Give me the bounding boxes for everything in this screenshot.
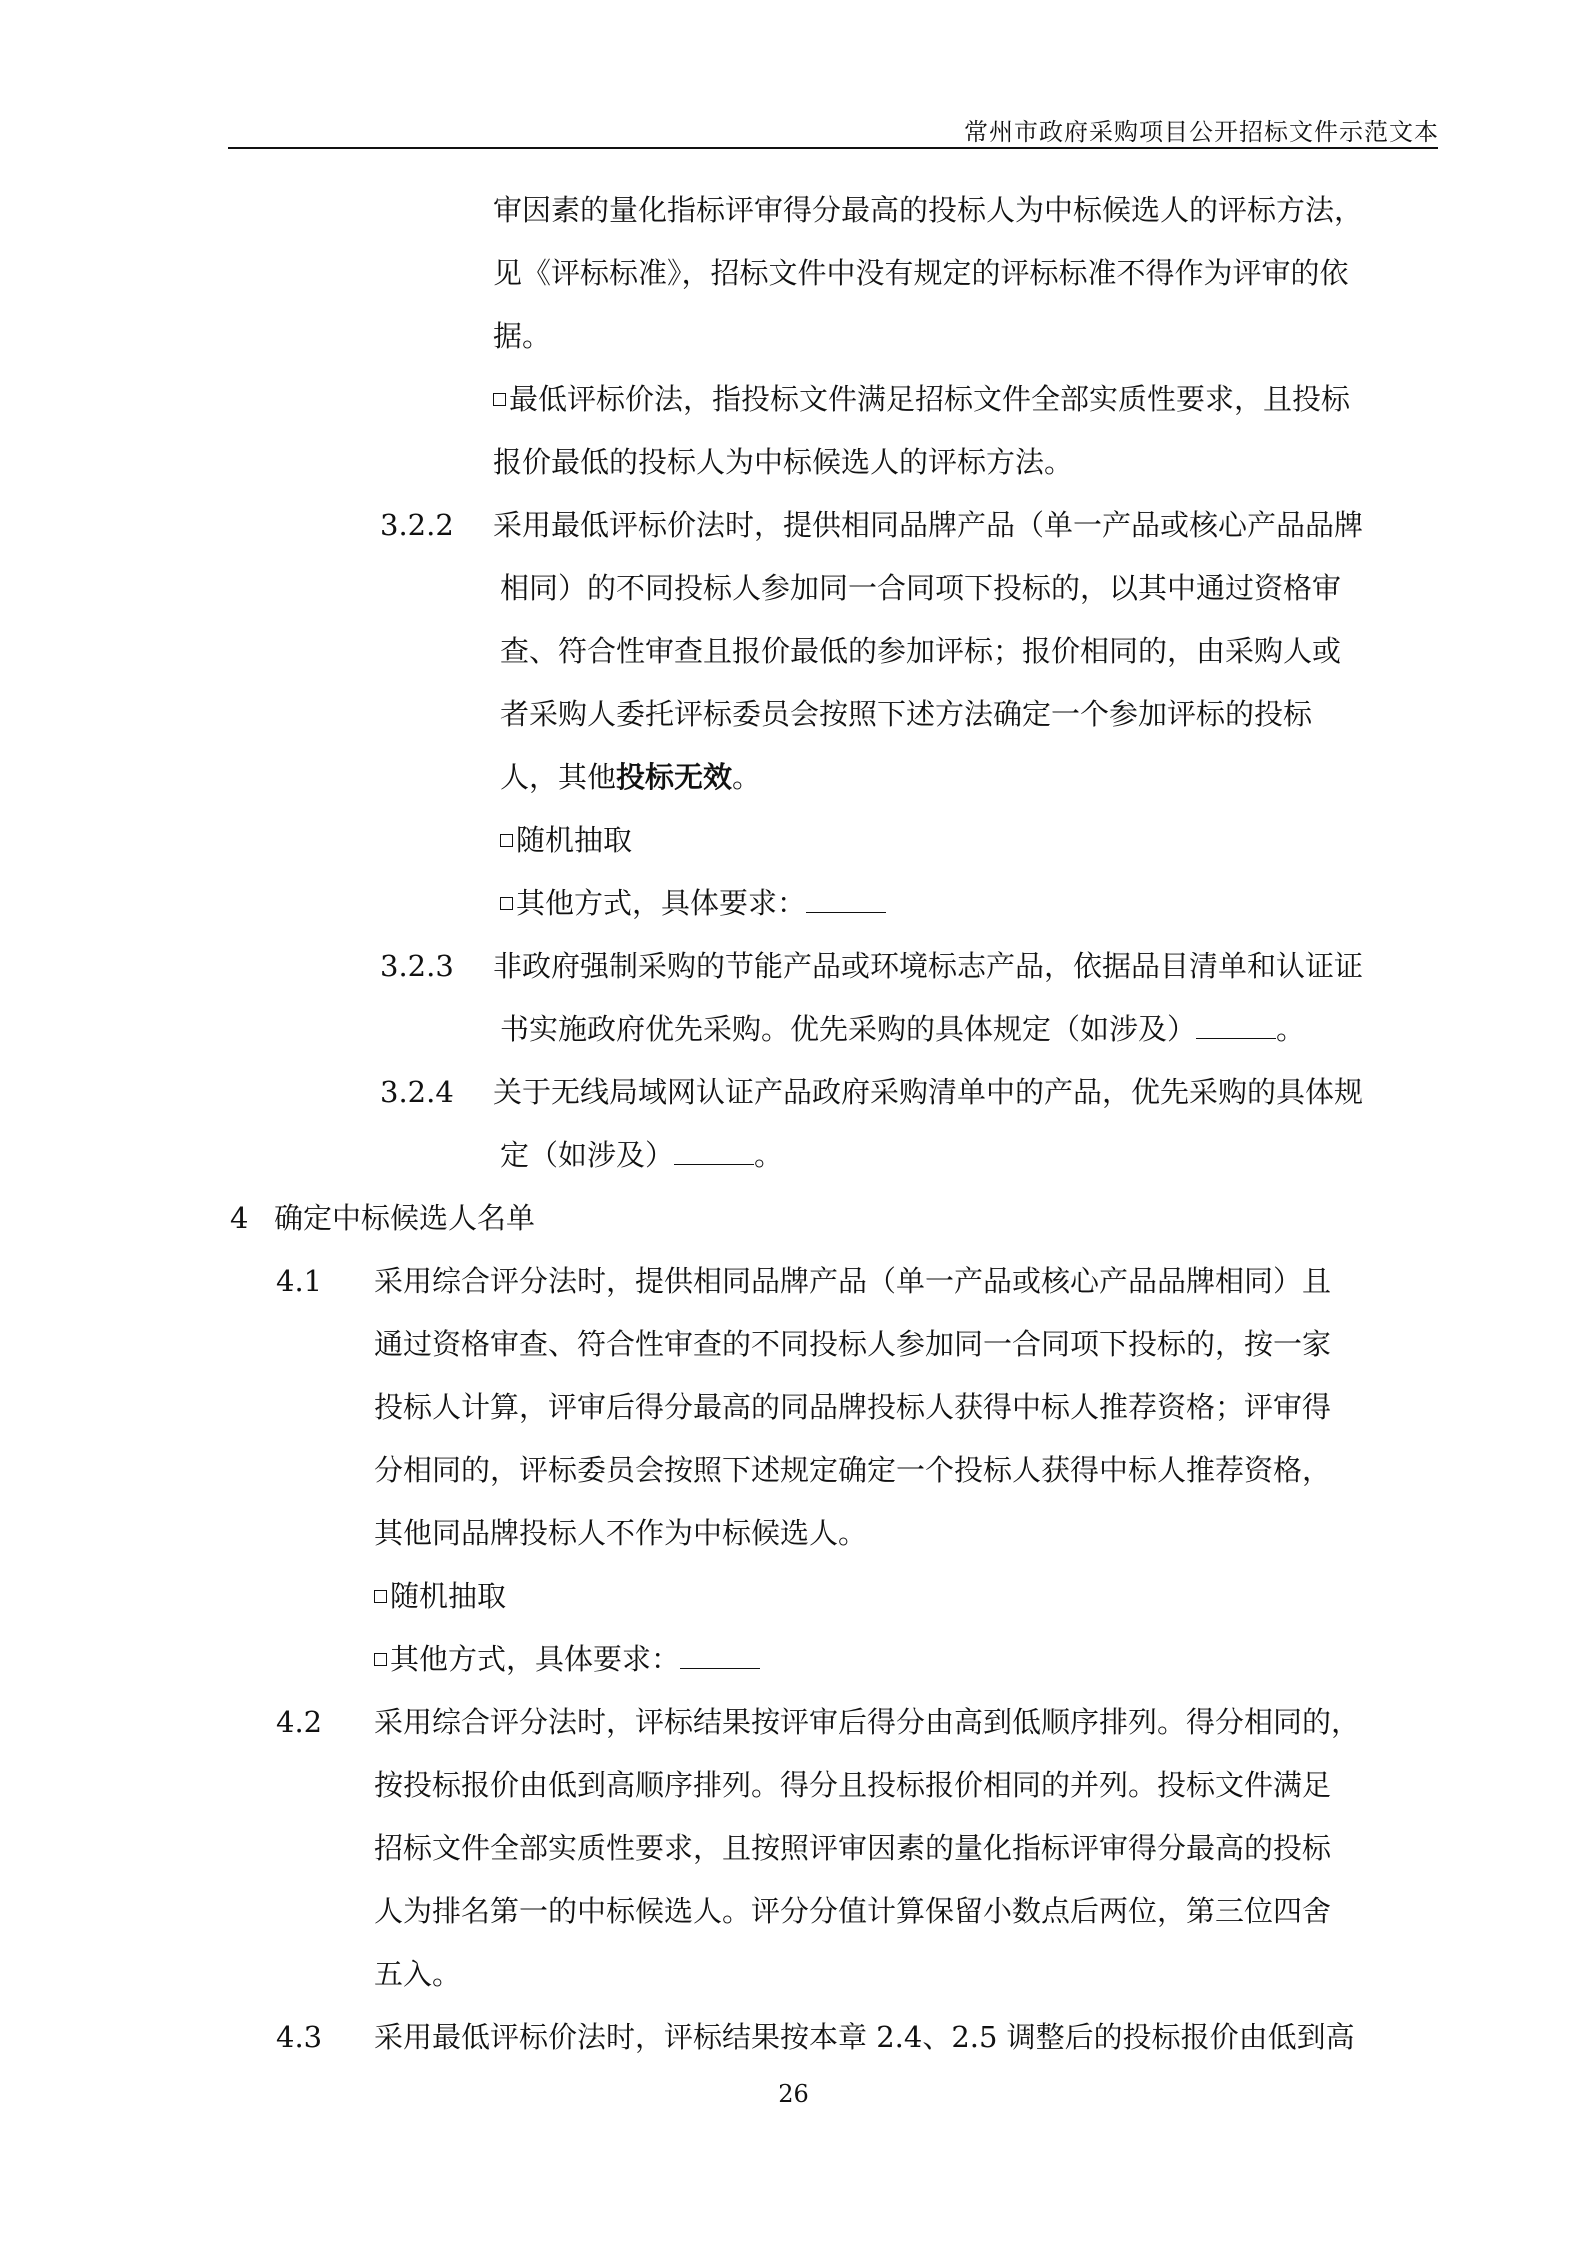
section-title: 确定中标候选人名单 <box>274 1201 536 1235</box>
text-line: 关于无线局域网认证产品政府采购清单中的产品，优先采购的具体规 <box>493 1075 1364 1109</box>
text-line: 采用最低评标价法时，评标结果按本章 2.4、2.5 调整后的投标报价由低到高 <box>374 2020 1355 2054</box>
clause-number: 4.2 <box>276 1705 323 1739</box>
option-random-draw: 随机抽取 <box>374 1576 506 1616</box>
text-line: 非政府强制采购的节能产品或环境标志产品，依据品目清单和认证证 <box>493 949 1364 983</box>
header-title: 常州市政府采购项目公开招标文件示范文本 <box>964 118 1439 146</box>
clause-number: 4.1 <box>276 1264 323 1298</box>
header-divider <box>228 147 1438 149</box>
text-line: 招标文件全部实质性要求，且按照评审因素的量化指标评审得分最高的投标 <box>374 1831 1332 1865</box>
text-line: 五入。 <box>374 1957 462 1991</box>
text-line: 通过资格审查、符合性审查的不同投标人参加同一合同项下投标的，按一家 <box>374 1327 1332 1361</box>
text-line: 报价最低的投标人为中标候选人的评标方法。 <box>493 445 1074 479</box>
text-line: 者采购人委托评标委员会按照下述方法确定一个参加评标的投标 <box>500 697 1313 731</box>
text-line: 分相同的，评标委员会按照下述规定确定一个投标人获得中标人推荐资格， <box>374 1453 1332 1487</box>
text-line: 采用综合评分法时，评标结果按评审后得分由高到低顺序排列。得分相同的， <box>374 1705 1361 1739</box>
clause-number: 3.2.2 <box>380 508 454 542</box>
checkbox-icon[interactable] <box>374 1653 387 1666</box>
section-number: 4 <box>230 1201 249 1235</box>
checkbox-icon[interactable] <box>500 897 513 910</box>
fill-in-blank[interactable] <box>806 886 886 913</box>
clause-number: 3.2.4 <box>380 1075 454 1109</box>
text-line: 定（如涉及） 。 <box>500 1138 784 1172</box>
option-random-draw: 随机抽取 <box>500 820 632 860</box>
text-line: 书实施政府优先采购。优先采购的具体规定（如涉及） 。 <box>500 1012 1306 1046</box>
text-line: 采用最低评标价法时，提供相同品牌产品（单一产品或核心产品品牌 <box>493 508 1364 542</box>
checkbox-icon[interactable] <box>374 1590 387 1603</box>
text-line: 据。 <box>493 319 552 353</box>
text-line: 其他同品牌投标人不作为中标候选人。 <box>374 1516 868 1550</box>
text-line: 见《评标标准》，招标文件中没有规定的评标标准不得作为评审的依 <box>493 256 1349 290</box>
page-number: 26 <box>778 2080 809 2108</box>
text-line: 人为排名第一的中标候选人。评分分值计算保留小数点后两位，第三位四舍 <box>374 1894 1332 1928</box>
checkbox-icon[interactable] <box>493 393 506 406</box>
text-line: 审因素的量化指标评审得分最高的投标人为中标候选人的评标方法， <box>493 193 1364 227</box>
clause-number: 4.3 <box>276 2020 323 2054</box>
fill-in-blank[interactable] <box>1196 1012 1276 1039</box>
text-line: 相同）的不同投标人参加同一合同项下投标的，以其中通过资格审 <box>500 571 1342 605</box>
text-line: 采用综合评分法时，提供相同品牌产品（单一产品或核心产品品牌相同）且 <box>374 1264 1332 1298</box>
text-line: 人，其他投标无效。 <box>500 760 762 794</box>
checkbox-icon[interactable] <box>500 834 513 847</box>
option-other-method: 其他方式，具体要求： <box>500 883 886 923</box>
text-line: 查、符合性审查且报价最低的参加评标；报价相同的，由采购人或 <box>500 634 1342 668</box>
emphasis-text: 投标无效 <box>616 760 733 794</box>
clause-number: 3.2.3 <box>380 949 454 983</box>
option-lowest-price: 最低评标价法，指投标文件满足招标文件全部实质性要求，且投标 <box>493 379 1350 419</box>
fill-in-blank[interactable] <box>680 1642 760 1669</box>
option-other-method: 其他方式，具体要求： <box>374 1639 760 1679</box>
text-line: 按投标报价由低到高顺序排列。得分且投标报价相同的并列。投标文件满足 <box>374 1768 1332 1802</box>
text-line: 投标人计算，评审后得分最高的同品牌投标人获得中标人推荐资格；评审得 <box>374 1390 1332 1424</box>
fill-in-blank[interactable] <box>674 1138 754 1165</box>
